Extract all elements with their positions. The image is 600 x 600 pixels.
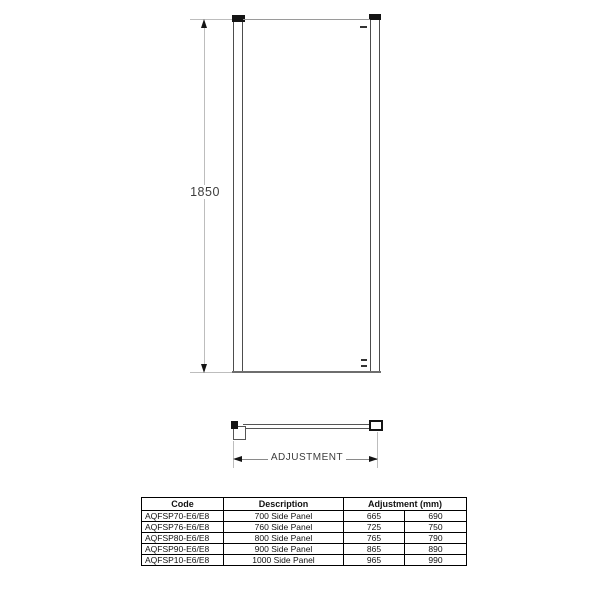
bottom-extension-line bbox=[190, 372, 233, 373]
cell-adj-min: 765 bbox=[344, 533, 405, 544]
left-wall-profile bbox=[233, 19, 243, 373]
panel-bottom-edge bbox=[232, 371, 381, 373]
height-dimension-label: 1850 bbox=[184, 185, 226, 199]
cell-adj-max: 890 bbox=[405, 544, 467, 555]
cell-code: AQFSP80-E6/E8 bbox=[142, 533, 224, 544]
cell-adj-max: 790 bbox=[405, 533, 467, 544]
dimension-arrow-up-icon bbox=[201, 19, 207, 28]
adjustment-extension-line-right bbox=[377, 432, 378, 468]
panel-top-edge bbox=[243, 19, 370, 20]
plan-left-profile-tab bbox=[231, 421, 238, 429]
header-description: Description bbox=[224, 498, 344, 511]
cell-adj-max: 990 bbox=[405, 555, 467, 566]
spec-table bbox=[141, 497, 467, 566]
cell-adj-max: 750 bbox=[405, 522, 467, 533]
cell-code: AQFSP10-E6/E8 bbox=[142, 555, 224, 566]
table-header-row bbox=[142, 498, 467, 511]
top-extension-line bbox=[190, 19, 233, 20]
cell-description: 760 Side Panel bbox=[224, 522, 344, 533]
cell-description: 1000 Side Panel bbox=[224, 555, 344, 566]
cell-code: AQFSP76-E6/E8 bbox=[142, 522, 224, 533]
plan-glass-line bbox=[243, 424, 370, 429]
adjustment-extension-line-left bbox=[233, 441, 234, 468]
cell-adj-min: 665 bbox=[344, 511, 405, 522]
dimension-arrow-left-icon bbox=[233, 456, 242, 462]
cell-description: 700 Side Panel bbox=[224, 511, 344, 522]
table-row bbox=[142, 511, 467, 522]
fixing-mark-bottom-right-2 bbox=[361, 365, 367, 367]
cell-description: 800 Side Panel bbox=[224, 533, 344, 544]
cell-adj-min: 725 bbox=[344, 522, 405, 533]
cell-description: 900 Side Panel bbox=[224, 544, 344, 555]
right-profile-top-cap bbox=[369, 14, 381, 20]
header-code: Code bbox=[142, 498, 224, 511]
cell-adj-max: 690 bbox=[405, 511, 467, 522]
cell-code: AQFSP90-E6/E8 bbox=[142, 544, 224, 555]
dimension-arrow-down-icon bbox=[201, 364, 207, 373]
dimension-arrow-right-icon bbox=[369, 456, 378, 462]
fixing-mark-top-right bbox=[360, 26, 367, 28]
plan-right-profile bbox=[369, 420, 383, 431]
header-adjustment: Adjustment (mm) bbox=[344, 498, 467, 511]
table-row bbox=[142, 555, 467, 566]
right-wall-profile bbox=[370, 19, 380, 373]
table-row bbox=[142, 544, 467, 555]
cell-adj-min: 965 bbox=[344, 555, 405, 566]
table-row bbox=[142, 522, 467, 533]
cell-code: AQFSP70-E6/E8 bbox=[142, 511, 224, 522]
cell-adj-min: 865 bbox=[344, 544, 405, 555]
adjustment-dimension-label: ADJUSTMENT bbox=[268, 452, 346, 463]
table-row bbox=[142, 533, 467, 544]
fixing-mark-bottom-right-1 bbox=[361, 359, 367, 361]
